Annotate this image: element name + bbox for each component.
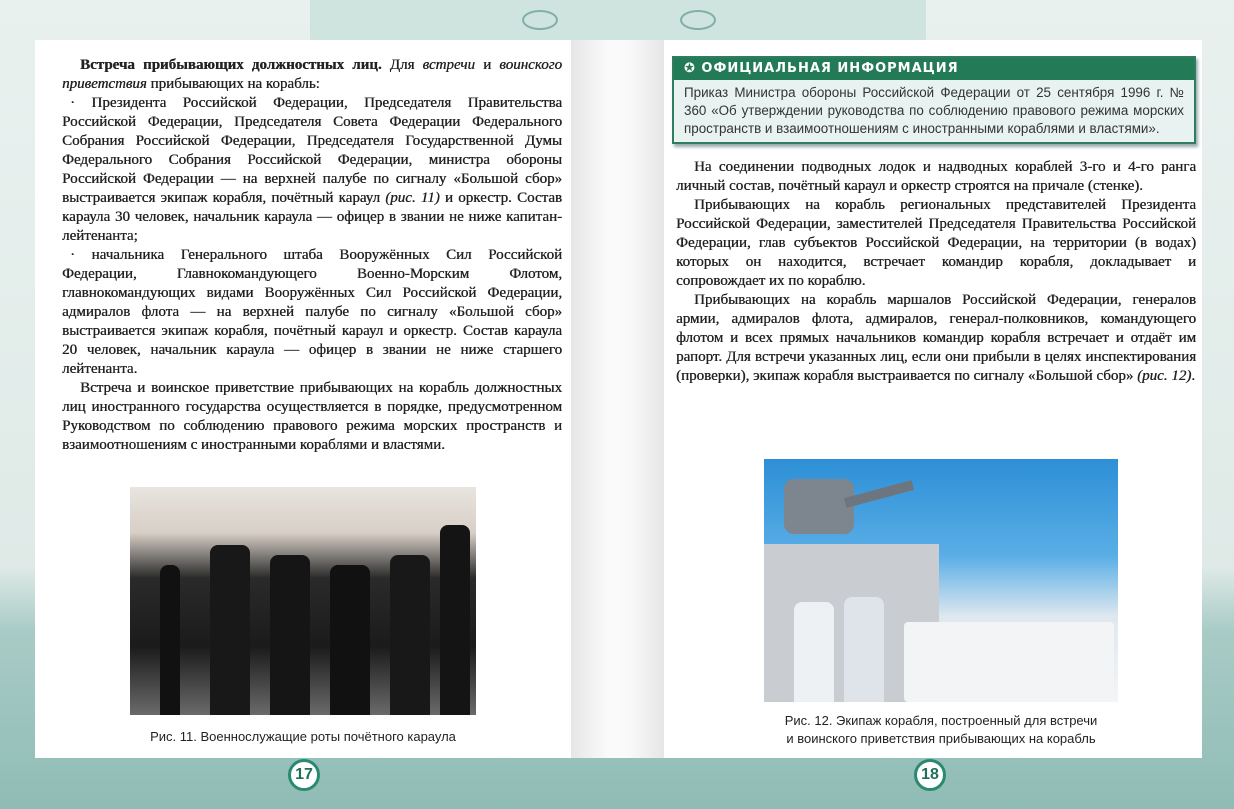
- text: и: [474, 57, 500, 73]
- info-icon: ✪: [684, 61, 702, 76]
- bullet-item: · начальника Генерального штаба Вооружённых Сил Российской Федерации, Главнокомандующего Военно-Морским Флотом, главнокомандующих видами Вооружённых Сил Российской Федерации, адмиралов флота — на верхней палубе по сигналу «Большой сбор» выстраивается экипаж корабля, почётный караул и оркестр. Состав караула 20 человек, начальник караула — офицер в звании не ниже старшего лейтенанта.: [62, 247, 562, 377]
- bullet-item: и оркестр. Состав караула 30 человек, начальник караула — офицер в звании не ниже капитан-лейтенанта;: [62, 190, 562, 244]
- paragraph: Встреча и воинское приветствие прибывающих на корабль должностных лиц иностранного государства осуществляется в порядке, предусмотренном Руководством по соблюдению правового режима морских пространств и взаимоотношениям с иностранными кораблями и властями.: [62, 380, 562, 453]
- right-page: [664, 40, 1202, 758]
- right-body-text: [676, 158, 1196, 386]
- page-number: 18: [914, 759, 946, 791]
- section-heading: Встреча прибывающих должностных лиц.: [80, 57, 382, 73]
- figure-caption: Рис. 12. Экипаж корабля, построенный для встречи: [784, 713, 1098, 728]
- term: воинского приветствия: [62, 57, 562, 92]
- left-page: [35, 40, 571, 758]
- text: Для: [381, 57, 423, 73]
- paragraph: На соединении подводных лодок и надводных кораблей 3-го и 4-го ранга личный состав, почётный караул и оркестр строятся на причале (стенке).: [676, 159, 1196, 194]
- ship-gun: [784, 479, 854, 534]
- official-info-box: [672, 56, 1196, 144]
- ship-crew-photo: [764, 459, 1118, 702]
- term: встречи: [422, 57, 475, 73]
- paragraph: Прибывающих на корабль маршалов Российской Федерации, генералов армии, адмиралов флота, адмиралов, генерал-полковников, командующего флотом и всех прямых начальников командир корабля встречает и отдаёт им рапорт. Для встречи указанных лиц, если они прибыли в целях инспектирования (проверки), экипаж корабля выстраивается по сигналу «Большой сбор»: [676, 292, 1196, 384]
- text: прибывающих на корабль:: [146, 76, 320, 92]
- figure-reference: (рис. 12): [1137, 368, 1192, 384]
- figure-caption: и воинского приветствия прибывающих на корабль: [786, 731, 1096, 746]
- top-decorative-band: [310, 0, 926, 40]
- figure-reference: (рис. 11): [385, 190, 440, 206]
- text: .: [1191, 368, 1195, 384]
- left-body-text: [62, 56, 562, 455]
- wave-ornament-icon: [680, 10, 716, 30]
- paragraph: Прибывающих на корабль региональных представителей Президента Российской Федерации, заместителей Председателя Правительства Российской Федерации, глав субъектов Российской Федерации, на территории (в водах) которых он находится, встречает командир корабля, докладывает и сопровождает их по кораблю.: [676, 197, 1196, 289]
- book-gutter: [571, 40, 664, 758]
- honor-guard-photo: [130, 487, 476, 715]
- bullet-item: · Президента Российской Федерации, Председателя Правительства Российской Федерации, Председателя Совета Федерации Федерального Собрания Российской Федерации, Председателя Государственной Думы Федерального Собрания Российской Федерации, министра обороны Российской Федерации — на верхней палубе по сигналу «Большой сбор» выстраивается экипаж корабля, почётный караул: [62, 95, 562, 206]
- page-number: 17: [288, 759, 320, 791]
- wave-ornament-icon: [522, 10, 558, 30]
- info-box-title: ОФИЦИАЛЬНАЯ ИНФОРМАЦИЯ: [701, 61, 959, 76]
- figure-caption: Рис. 11. Военнослужащие роты почётного караула: [150, 729, 456, 744]
- info-box-text: Приказ Министра обороны Российской Федерации от 25 сентября 1996 г. № 360 «Об утверждении руководства по соблюдению правового режима морских пространств и взаимоотношениям с иностранными кораблями и властями».: [684, 85, 1184, 136]
